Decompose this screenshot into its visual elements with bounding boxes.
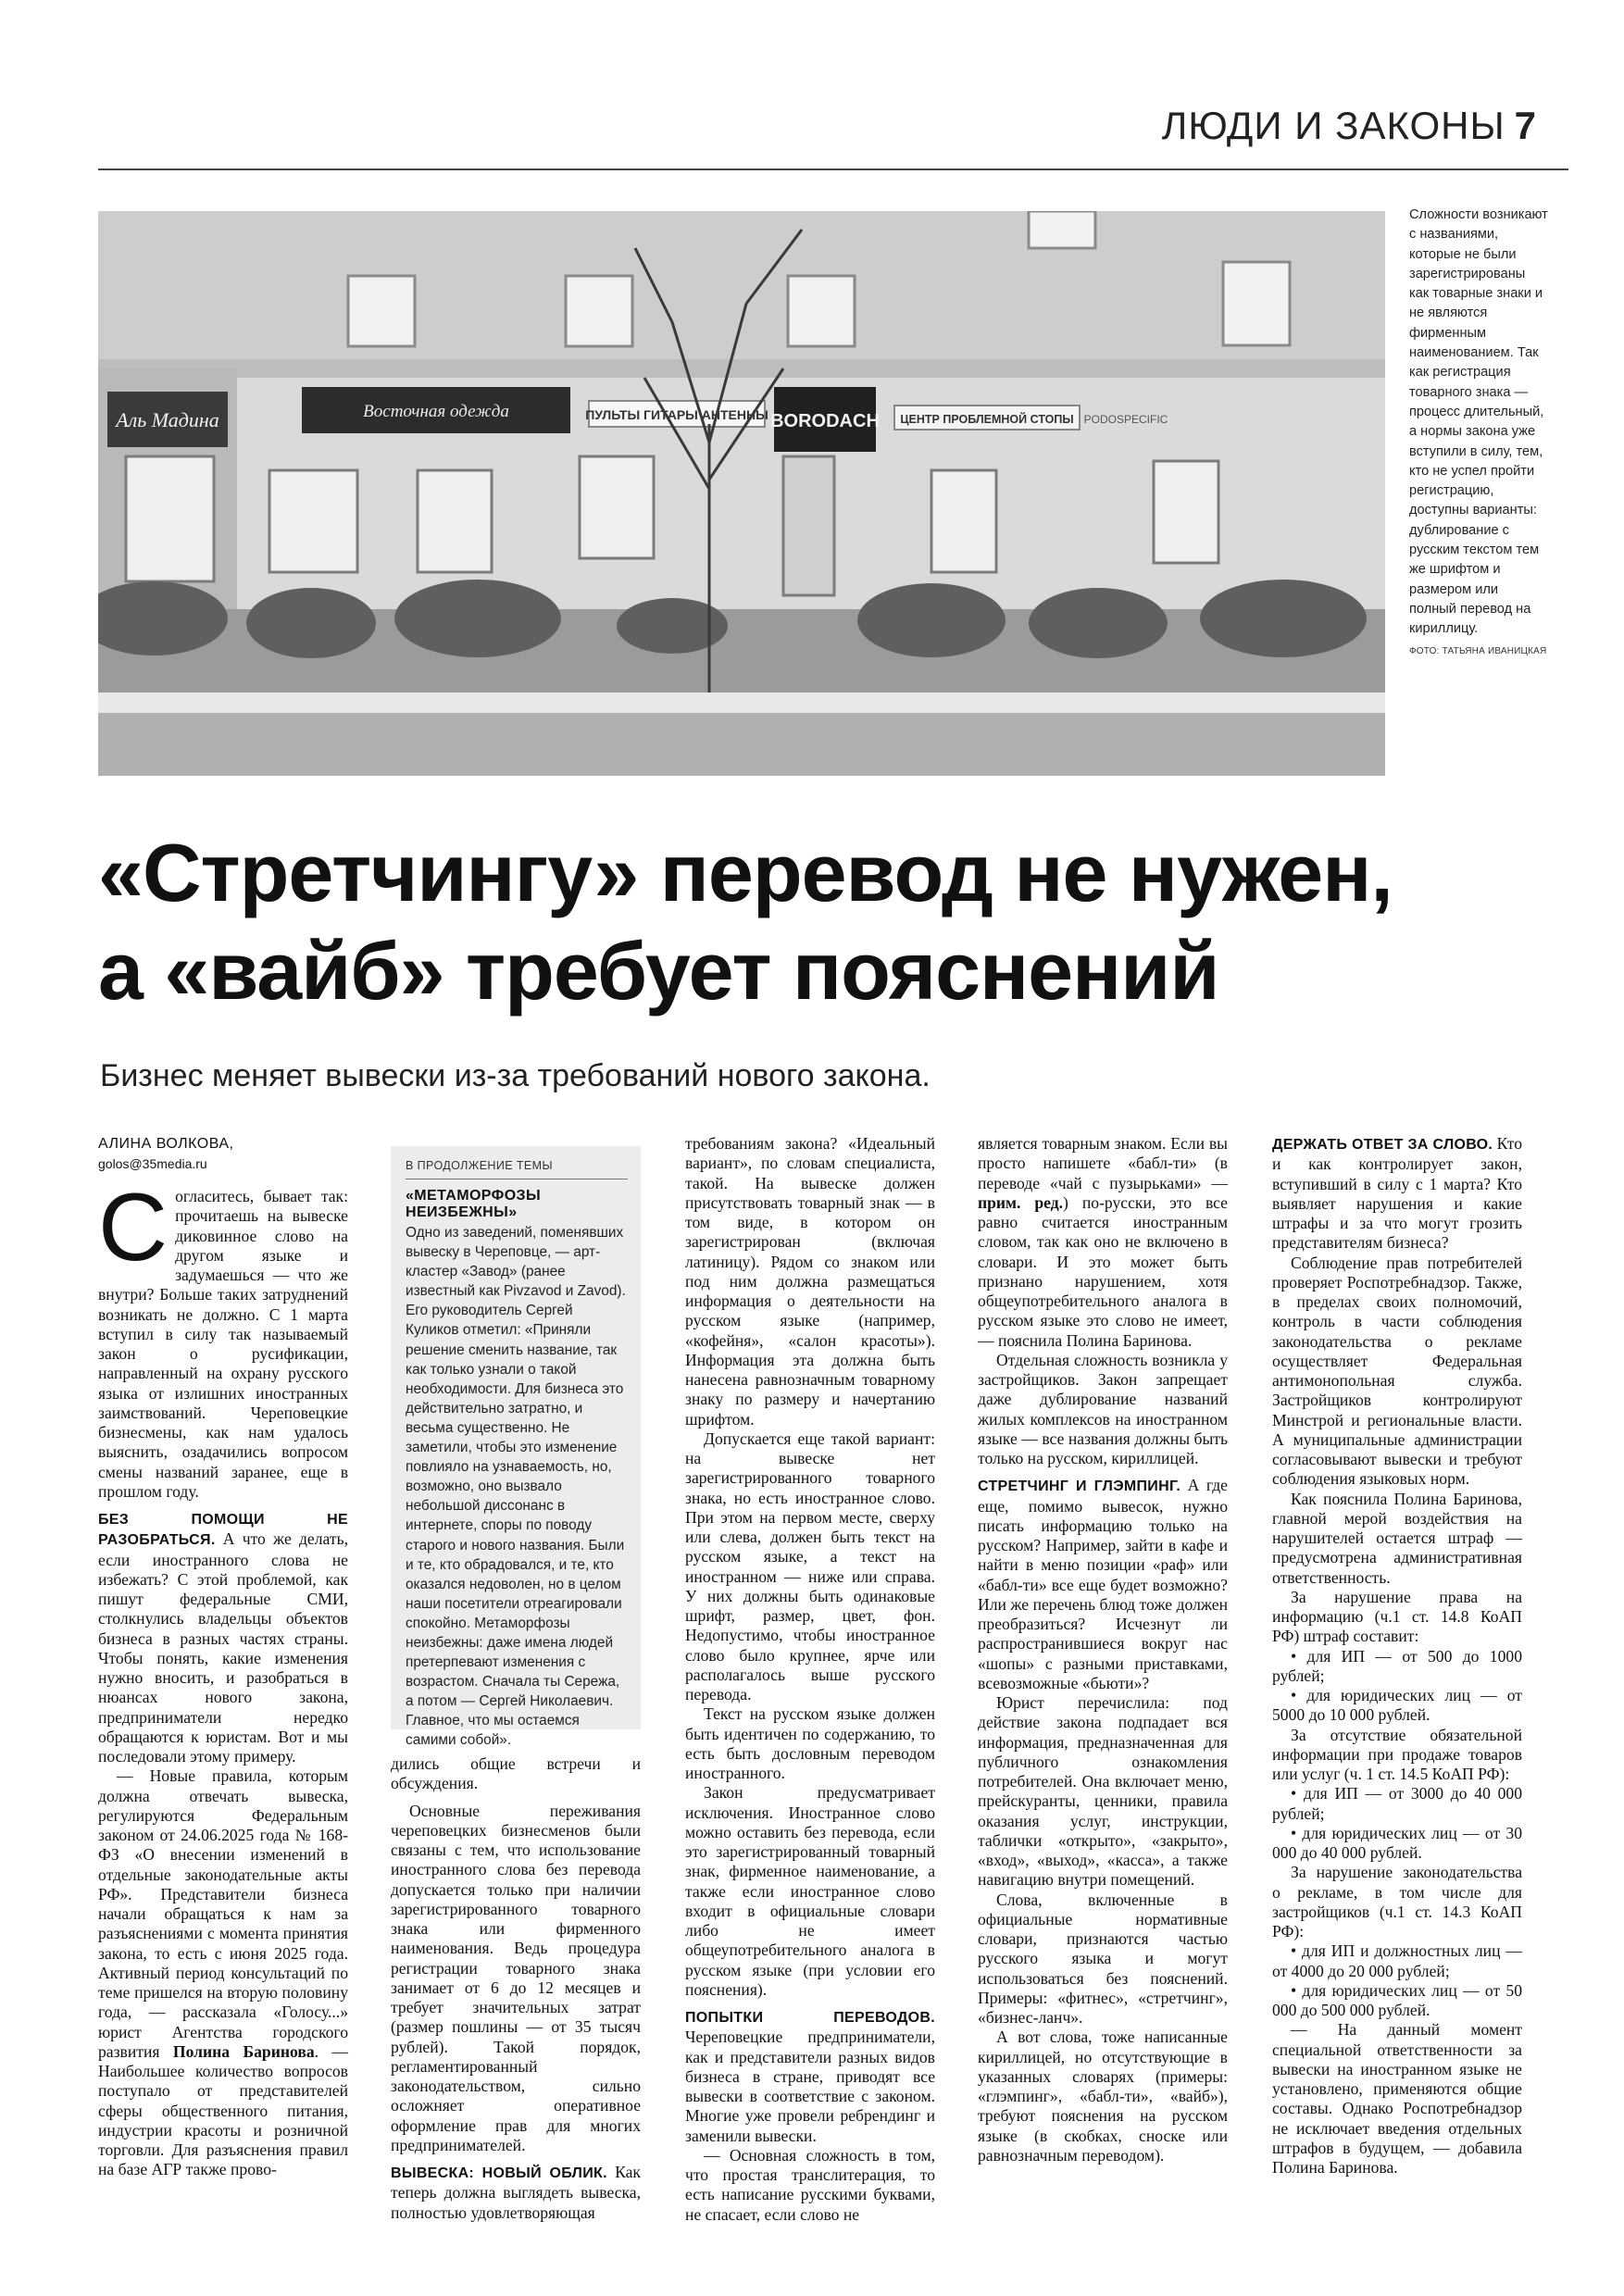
subheadline: Бизнес меняет вывески из-за требований нового закона. [100, 1058, 931, 1093]
paragraph: Текст на русском языке должен быть идентичен по содержанию, то есть быть дословным переводом иностранного. [685, 1704, 935, 1782]
paragraph-text: . — Наибольшее количество вопросов поступало от представителей сферы общественного питания, индустрии красоты и розничной торговли. Для разъяснения правил на базе АГР также прово- [98, 2041, 349, 2179]
paragraph: Соблюдение прав потребителей проверяет Роспотребнадзор. Также, в пределах своих полномочий, контроль в части соблюдения законодательства о рекламе осуществляет Федеральная антимонопольная служба. Застройщиков контролируют Минстрой и региональные власти. А муниципальные администрации согласовывают вывески и требуют соблюдения языковых норм. [1272, 1253, 1522, 1489]
column-4 [978, 1134, 1228, 2165]
fine-item: • для юридических лиц — от 5000 до 10 000 рублей. [1272, 1686, 1522, 1725]
paragraph-text: — Новые правила, которым должна отвечать вывеска, регулируются Федеральным законом от 24.06.2025 года № 168-ФЗ «О внесении изменений в отдельные законодательные акты РФ». Представители бизнеса начали обращаться к нам за разъяснениями с момента принятия закона, то есть с июня 2025 года. Активный период консультаций по теме пришелся на вторую половину года, — рассказала «Голосу...» юрист Агентства городского развития [98, 1766, 348, 2061]
paragraph: дились общие встречи и обсуждения. [391, 1754, 641, 1793]
paragraph [98, 1766, 348, 2179]
paragraph [391, 2163, 641, 2223]
column-3 [685, 1134, 935, 2225]
headline-line-2: а «вайб» требует пояснений [98, 925, 1219, 1017]
paragraph: За нарушение права на информацию (ч.1 ст. 14.8 КоАП РФ) штраф составит: [1272, 1587, 1522, 1646]
subheading-popytki: ПОПЫТКИ ПЕРЕВОДОВ. [685, 2010, 935, 2026]
paragraph-text: А что же делать, если иностранного слова не избежать? С этой проблемой, как пишут федеральные СМИ, столкнулись владельцы объектов бизнеса в разных частях страны. Чтобы понять, какие изменения нужно вносить, и разобраться в нюансах нового закона, предприниматели нередко обращаются к юристам. Вот и мы последовали этому примеру. [98, 1529, 348, 1766]
paragraph: — Основная сложность в том, что простая транслитерация, то есть написание русскими буквами, не спасает, если слово не [685, 2145, 935, 2224]
paragraph: Юрист перечислила: под действие закона подпадает вся информация, предназначенная для публичного ознакомления потребителей. Она включает меню, прейскуранты, ценники, правила оказания услуг, инструкции, таблички «открыто», «закрыто», «вход», «выход», «касса», а также навигацию внутри помещений. [978, 1693, 1228, 1890]
sign-al-madina: Аль Мадина [116, 408, 219, 431]
paragraph [98, 1509, 348, 1766]
drop-cap: С [98, 1174, 169, 1281]
paragraph-text: Кто и как контролирует закон, вступивший в силу с 1 марта? Кто выявляет нарушения и какие штрафы и за что могут грозить представителям бизнеса? [1272, 1134, 1522, 1253]
header-rule [98, 168, 1568, 170]
headline [98, 824, 1543, 1020]
subheading-vyveska: ВЫВЕСКА: НОВЫЙ ОБЛИК. [391, 2165, 607, 2181]
paragraph [978, 1476, 1228, 1693]
column-2 [391, 1754, 641, 2223]
paragraph-text: Как теперь должна выглядеть вывеска, полностью удовлетворяющая [391, 2163, 641, 2222]
fine-item: • для ИП и должностных лиц — от 4000 до 20 000 рублей; [1272, 1941, 1522, 1980]
sidebar-title: «МЕТАМОРФОЗЫ НЕИЗБЕЖНЫ» [406, 1188, 542, 1220]
subheading-stretching: СТРЕТЧИНГ И ГЛЭМПИНГ. [978, 1479, 1181, 1495]
fine-item: • для ИП — от 500 до 1000 рублей; [1272, 1646, 1522, 1685]
paragraph-text: ) по-русски, это все равно считается иностранным словом, так как оно не включено в словари. И это может быть признано нарушением, хотя общеупотребительного аналога в русском языке это слово не имеет, — пояснила Полина Баринова. [978, 1192, 1228, 1350]
paragraph: Отдельная сложность возникла у застройщиков. Закон запрещает даже дублирование названий жилых комплексов на иностранном языке — все названия должны быть только на русском, кириллицей. [978, 1350, 1228, 1467]
building-photo-illustration [98, 211, 1385, 776]
editor-note: прим. ред. [978, 1192, 1064, 1212]
caption-text: Сложности возникают с названиями, которые не были зарегистрированы как товарные знаки и не являются фирменным наименованием. Так как регистрация товарного знака — процесс длительный, а нормы закона уже вступили в силу, тем, кто не успел пройти регистрацию, доступны варианты: дублирование с русским текстом тем же шрифтом и размером или полный перевод на кириллицу. [1409, 207, 1548, 637]
author-byline: АЛИНА ВОЛКОВА, [98, 1136, 234, 1152]
paragraph-text: является товарным знаком. Если вы просто напишете «бабл-ти» (в переводе «чай с пузырьками» — [978, 1134, 1228, 1192]
sign-borodach: BORODACH [770, 411, 880, 431]
paragraph: За отсутствие обязательной информации при продаже товаров или услуг (ч. 1 ст. 14.5 КоАП РФ): [1272, 1725, 1522, 1783]
fine-item: • для юридических лиц — от 50 000 до 500 000 рублей. [1272, 1980, 1522, 2019]
sidebar-kicker: В ПРОДОЛЖЕНИЕ ТЕМЫ [406, 1159, 553, 1172]
fine-item: • для юридических лиц — от 30 000 до 40 000 рублей. [1272, 1823, 1522, 1862]
column-1 [98, 1134, 348, 2180]
paragraph: — На данный момент специальной ответственности за вывески на иностранном языке не установлено, применяются общие составы. Однако Роспотребнадзор не исключает введения отдельных штрафов в будущем, — добавила Полина Баринова. [1272, 2020, 1522, 2177]
paragraph: Допускается еще такой вариант: на вывеске нет зарегистрированного товарного знака, но есть иностранное слово. При этом на первом месте, сверху или слева, должен быть текст на русском языке, а текст на иностранном — ниже или справа. У них должны быть одинаковые шрифт, размер, цвет, фон. Недопустимо, чтобы иностранное слово было крупнее, ярче или располагалось выше русского перевода. [685, 1429, 935, 1703]
headline-line-1: «Стретчингу» перевод не нужен, [98, 827, 1393, 918]
paragraph-text: Череповецкие предприниматели, как и представители разных видов бизнеса в стране, приводят все вывески в соответствие с законом. Многие уже провели ребрендинг и заменили вывески. [685, 2028, 935, 2145]
subheading-bez-pomoshchi: БЕЗ ПОМОЩИ НЕ РАЗОБРАТЬСЯ. [98, 1512, 348, 1549]
paragraph: А вот слова, тоже написанные кириллицей, но отсутствующие в указанных словарях (примеры: «глэмпинг», «бабл-ти», «вайб»), требуют пояснения на русском языке (в скобках, сноске или равнозначным переводом). [978, 2028, 1228, 2165]
section-header [1162, 104, 1537, 148]
page-number: 7 [1514, 104, 1537, 147]
sidebar-box [391, 1146, 641, 1749]
paragraph: Слова, включенные в официальные нормативные словари, признаются частью русского языка и могут использоваться без пояснений. Примеры: «фитнес», «стретчинг», «бизнес-ланч». [978, 1890, 1228, 2027]
person-name: Полина Баринова [172, 2041, 315, 2061]
column-5 [1272, 1134, 1522, 2177]
sidebar-text: Одно из заведений, поменявших вывеску в Череповце, — арт-кластер «Завод» (ранее известный как Pivzavod и Zavod). Его руководитель Сергей Куликов отметил: «Приняли решение сменить название, так как только узнали о такой необходимости. Для бизнеса это действительно затратно, и весьма существенно. Не заметили, чтобы это изменение повлияло на узнаваемость, но, возможно, оно вызвало небольшой диссонанс в интернете, споры по поводу старого и нового названия. Были и те, кто обрадовался, и те, кто оказался недоволен, но в целом наши посетители отреагировали спокойно. Метаморфозы неизбежны: даже имена людей претерпевают изменения с возрастом. Сначала ты Сережа, а потом — Сергей Николаевич. Главное, что мы остаемся самими собой». [406, 1225, 626, 1749]
sign-centr-stopy: ЦЕНТР ПРОБЛЕМНОЙ СТОПЫ [900, 413, 1074, 426]
paragraph: требованиям закона? «Идеальный вариант», по словам специалиста, такой. На вывеске должен присутствовать товарный знак — в том виде, в котором он зарегистрирован (включая латиницу). Рядом со знаком или под ним должна размещаться информация о деятельности на русском языке (например, «кофейня», «салон красоты»). Информация эта должна быть нанесена равнозначным товарному знаку по размеру и начертанию шрифтом. [685, 1134, 935, 1429]
sign-pulty: ПУЛЬТЫ ГИТАРЫ АНТЕННЫ [585, 407, 768, 422]
paragraph: Как пояснила Полина Баринова, главной мерой воздействия на нарушителей остается штраф — предусмотрена административная ответственность. [1272, 1489, 1522, 1587]
paragraph [1272, 1134, 1522, 1254]
lead-paragraph [98, 1174, 348, 1502]
lead-text: огласитесь, бывает так: прочитаешь на вывеске диковинное слово на другом языке и задумаешься — что же внутри? Больше таких затруднений возникать не должно. С 1 марта вступил в силу так называемый закон о русификации, направленный на охрану русского языка от излишних иностранных заимствований. Череповецкие бизнесмены, как нам удалось выяснить, озадачились вопросом смены названий заранее, еще в прошлом году. [98, 1187, 348, 1501]
sign-podospecific: PODOSPECIFIC [1083, 413, 1168, 426]
paragraph [978, 1134, 1228, 1351]
photo-credit: ФОТО: ТАТЬЯНА ИВАНИЦКАЯ [1409, 645, 1547, 656]
paragraph [685, 2007, 935, 2146]
fine-item: • для ИП — от 3000 до 40 000 рублей; [1272, 1784, 1522, 1823]
photo-caption [1409, 206, 1548, 661]
subheading-derzhat-otvet: ДЕРЖАТЬ ОТВЕТ ЗА СЛОВО. [1272, 1137, 1493, 1153]
author-email: golos@35media.ru [98, 1156, 207, 1171]
paragraph: Закон предусматривает исключения. Иностранное слово можно оставить без перевода, если это зарегистрированный товарный знак, фирменное наименование, а также если иностранное слово входит в официальные словари либо не имеет общеупотребительного аналога в русском языке (при условии его пояснения). [685, 1783, 935, 1999]
paragraph: Основные переживания череповецких бизнесменов были связаны с тем, что использование иностранного слова без перевода допускается только при наличии зарегистрированного товарного знака или фирменного наименования. Ведь процедура регистрации товарного знака занимает от 6 до 12 месяцев и требует значительных затрат (размер пошлины — от 35 тысяч рублей). Такой порядок, регламентированный законодательством, сильно осложняет оперативное оформление прав для многих предпринимателей. [391, 1801, 641, 2154]
paragraph-text: А где еще, помимо вывесок, нужно писать информацию только на русском? Например, зайти в кафе и найти в меню позиции «раф» или «бабл-ти» все еще будет возможно? Или же перечень блюд тоже должен преобразиться? Исчезнут ли распространившиеся вокруг нас «шопы» с разными приставками, всевозможные «бьюти»? [978, 1476, 1228, 1692]
section-title: ЛЮДИ И ЗАКОНЫ [1161, 104, 1505, 147]
paragraph: За нарушение законодательства о рекламе, в том числе для застройщиков (ч.1 ст. 14.3 КоАП РФ): [1272, 1863, 1522, 1940]
sign-vostochnaya-odezhda: Восточная одежда [363, 402, 509, 421]
street-photo [98, 211, 1385, 776]
